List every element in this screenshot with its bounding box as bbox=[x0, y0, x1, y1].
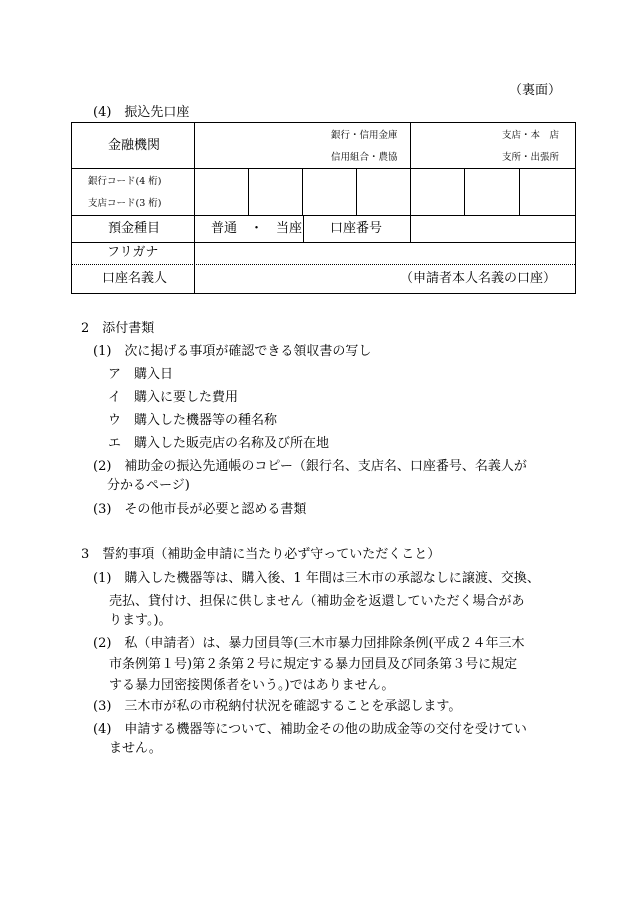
section3-item4-line2: ません。 bbox=[109, 741, 162, 756]
section3-heading: 3 誓約事項（補助金申請に当たり必ず守っていただくこと） bbox=[81, 547, 441, 562]
section2-item3: (3) その他市長が必要と認める書類 bbox=[93, 502, 307, 517]
code-box-divider bbox=[464, 168, 465, 215]
bank-types-line2: 信用組合・農協 bbox=[331, 152, 398, 163]
deposit-type-options: 普通 ・ 当座 bbox=[211, 221, 303, 236]
section2-sub-i: イ 購入に要した費用 bbox=[108, 390, 239, 405]
bank-account-table bbox=[71, 122, 576, 294]
branch-code-label: 支店コード(3 桁) bbox=[88, 198, 162, 209]
furigana-label: フリガナ bbox=[107, 245, 159, 260]
code-box-divider bbox=[519, 168, 520, 215]
table-row-divider bbox=[72, 215, 575, 216]
section3-item1-line3: ります。)。 bbox=[109, 613, 172, 628]
section2-sub-u: ウ 購入した機器等の種名称 bbox=[108, 413, 278, 428]
section2-heading: 2 添付書類 bbox=[81, 321, 155, 336]
section2-item1: (1) 次に掲げる事項が確認できる領収書の写し bbox=[93, 344, 372, 359]
reverse-side-label: （裏面） bbox=[509, 83, 562, 98]
table-column-divider bbox=[410, 123, 411, 168]
table-row-divider bbox=[72, 264, 575, 265]
section3-item2-line2: 市条例第１号)第２条第２号に規定する暴力団員及び同条第３号に規定 bbox=[109, 657, 518, 672]
account-holder-note: （申請者本人名義の口座） bbox=[400, 271, 557, 286]
section3-item4-line1: (4) 申請する機器等について、補助金その他の助成金等の交付を受けてい bbox=[93, 722, 527, 737]
section3-item2-line3: する暴力団密接関係者をいう。)ではありません。 bbox=[109, 678, 395, 693]
code-box-divider bbox=[356, 168, 357, 215]
deposit-type-label: 預金種目 bbox=[108, 221, 161, 236]
section3-item1-line1: (1) 購入した機器等は、購入後、1 年間は三木市の承認なしに譲渡、交換、 bbox=[93, 571, 540, 586]
bank-code-label: 銀行コード(4 桁) bbox=[88, 176, 162, 187]
section2-sub-a: ア 購入日 bbox=[108, 367, 174, 382]
account-number-label: 口座番号 bbox=[330, 221, 383, 236]
section2-item2-line2: 分かるページ) bbox=[107, 478, 190, 493]
table-row-divider bbox=[72, 168, 575, 169]
section2-item2-line1: (2) 補助金の振込先通帳のコピー（銀行名、支店名、口座番号、名義人が bbox=[93, 459, 527, 474]
table-row-divider bbox=[72, 242, 575, 243]
bank-types-line1: 銀行・信用金庫 bbox=[331, 130, 398, 141]
section3-item3: (3) 三木市が私の市税納付状況を確認することを承認します。 bbox=[93, 699, 462, 714]
branch-types-line2: 支所・出張所 bbox=[502, 152, 560, 163]
account-holder-label: 口座名義人 bbox=[102, 271, 168, 286]
financial-institution-label: 金融機関 bbox=[108, 138, 161, 153]
table-column-divider bbox=[194, 123, 195, 294]
section4-title: (4) 振込先口座 bbox=[93, 105, 190, 120]
section2-sub-e: エ 購入した販売店の名称及び所在地 bbox=[108, 436, 330, 451]
code-box-divider bbox=[410, 168, 411, 242]
branch-types-line1: 支店・本 店 bbox=[502, 130, 560, 141]
deposit-row-divider bbox=[303, 215, 304, 242]
section3-item2-line1: (2) 私（申請者）は、暴力団員等(三木市暴力団排除条例(平成２４年三木 bbox=[93, 636, 525, 651]
code-box-divider bbox=[248, 168, 249, 215]
code-box-divider bbox=[302, 168, 303, 215]
section3-item1-line2: 売払、貸付け、担保に供しません（補助金を返還していただく場合があ bbox=[109, 594, 525, 609]
